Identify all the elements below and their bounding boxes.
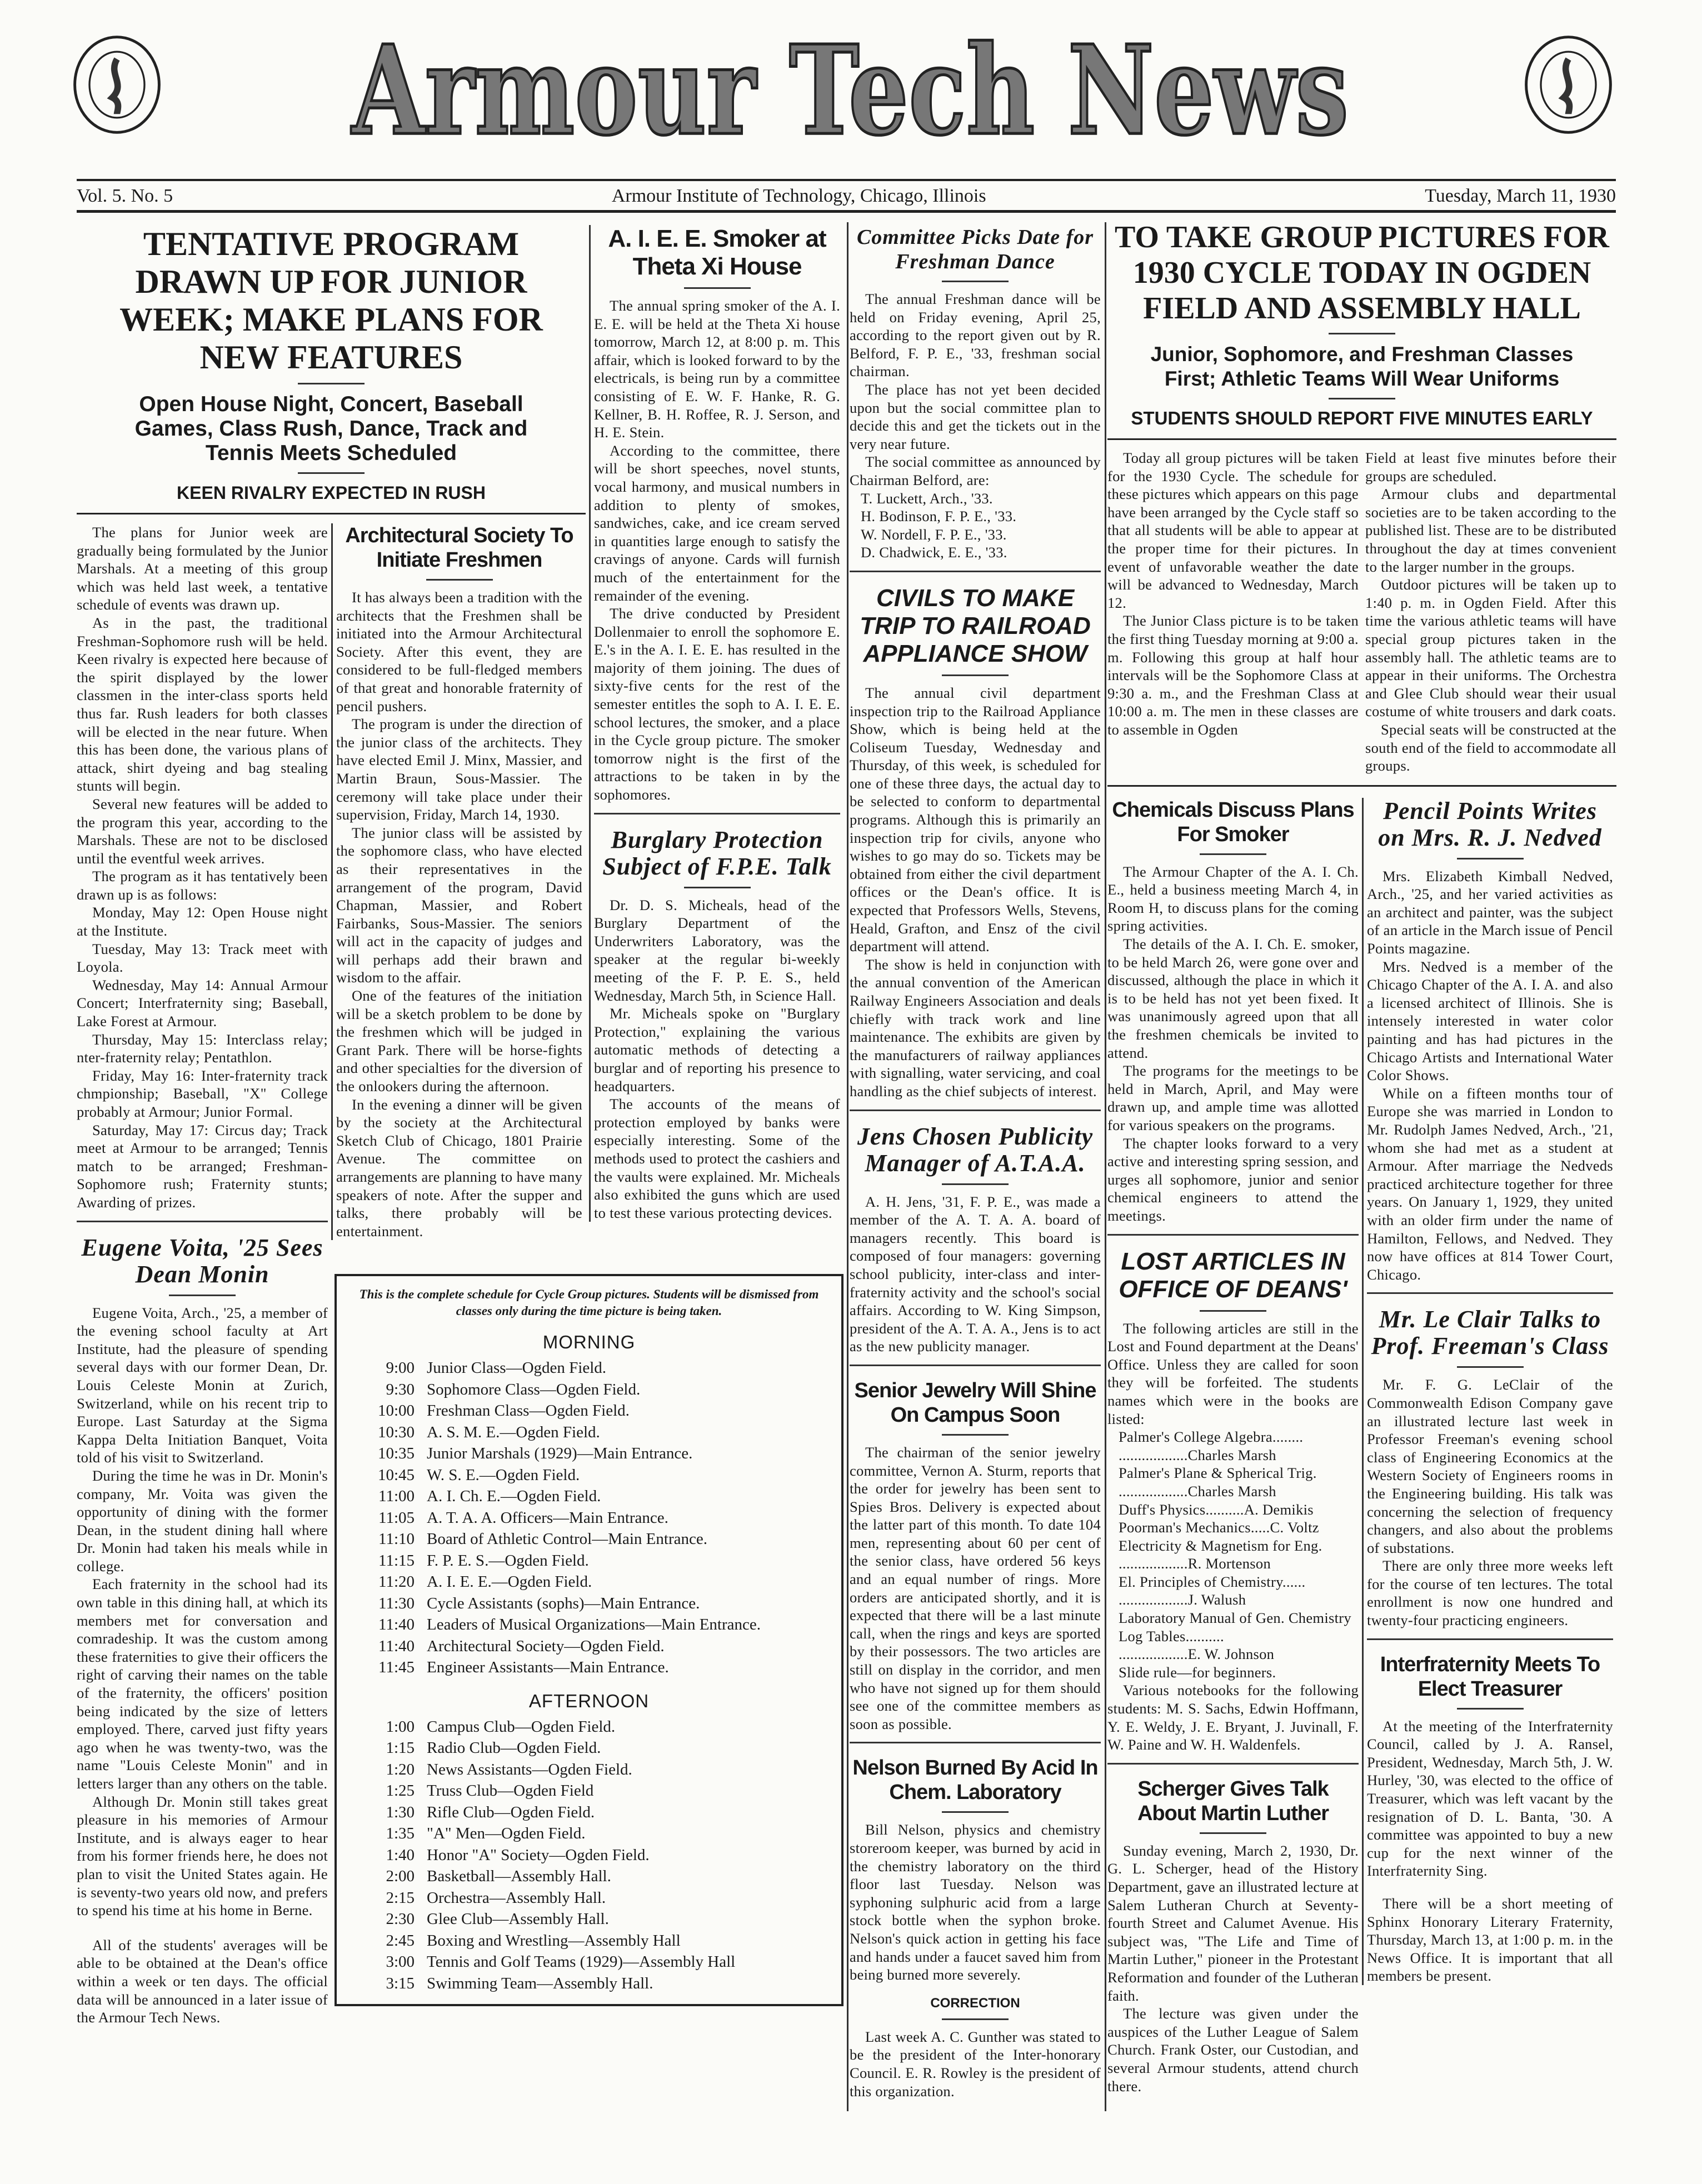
paragraph: At the meeting of the Interfraternity Council, called by J. A. Ransel, President, Wednesday, March 5th, J. W. Hurley, '30, was elected to the office of Treasurer, which was left vacant by the resignation of D. L. Banta, '30. A committee was appointed to buy a new cup for the next winner of the Interfraternity Sing. [1367, 1717, 1613, 1880]
rule [1367, 1638, 1613, 1640]
paragraph: Friday, May 16: Inter-fraternity track chmpionship; Baseball, "X" College probably at Armour; Junior Formal. [77, 1067, 328, 1120]
column-5 [1107, 798, 1359, 2095]
paragraph: Tuesday, May 13: Track meet with Loyola. [77, 940, 328, 976]
right-region [1107, 219, 1616, 2095]
schedule-row [353, 1887, 825, 1909]
headline: Interfraternity Meets To Elect Treasurer [1380, 1652, 1600, 1701]
schedule-group: F. P. E. S.—Ogden Field. [427, 1551, 589, 1570]
rule [426, 579, 493, 581]
schedule-time: 1:35 [386, 1825, 415, 1843]
article-eugene-voita [77, 1235, 328, 1920]
schedule-time: 10:00 [377, 1402, 415, 1420]
schedule-time: 10:30 [377, 1423, 415, 1441]
article-scherger-talk [1107, 1777, 1359, 2095]
article-aiee-smoker [594, 225, 840, 804]
paragraph: The chairman of the senior jewelry committee, Vernon A. Sturm, reports that the order for jewelry has been sent to Spies Bros. Delivery is expected about the latter part of this month. To date 104 men, representing about 60 per cent of the senior class, have ordered 56 keys and an equal number of rings. More orders are anticipated shortly, and it is expected that there will be a last minute call, when the rings and keys are sported by their possessors. The two articles are still on display in the corridor, and men who have not signed up for them should see one of the committee members as soon as possible. [850, 1443, 1101, 1732]
schedule-time: 11:20 [378, 1573, 415, 1591]
paragraph: Mrs. Nedved is a member of the Chicago Chapter of the A. I. A. and also a licensed architect of Illinois. She is intensely interested in water color painting and has had pictures in the Chicago Artists and International Water Color Shows. [1367, 958, 1613, 1084]
list-item: W. Nordell, F. P. E., '33. [861, 526, 1007, 543]
article-leclair-talk [1367, 1306, 1613, 1629]
rule [850, 1110, 1101, 1111]
headline: Mr. Le Clair Talks to Prof. Freeman's Class [1371, 1306, 1609, 1360]
schedule-time: 3:00 [386, 1953, 415, 1971]
schedule-row [353, 1657, 825, 1678]
schedule-time: 2:15 [386, 1888, 415, 1907]
schedule-group: A. I. Ch. E.—Ogden Field. [427, 1487, 601, 1506]
paragraph: Bill Nelson, physics and chemistry storeroom keeper, was burned by acid in the chemistry laboratory on the third floor last Tuesday. Nelson was syphoning sulphuric acid from a large stock bottle when the syphon broke. Nelson's quick action in getting his face and hands under a faucet saved him from being burned more severely. [850, 1821, 1101, 1983]
headline: Burglary Protection Subject of F.P.E. Talk [602, 826, 832, 880]
schedule-row [353, 1593, 825, 1615]
list-item: ..................Charles Marsh [1119, 1446, 1276, 1463]
article-correction [850, 1995, 1101, 2100]
schedule-group: Truss Club—Ogden Field [427, 1782, 594, 1800]
article-nedved [1367, 798, 1613, 1284]
schedule-group: Campus Club—Ogden Field. [427, 1717, 616, 1736]
schedule-time: 1:00 [386, 1717, 415, 1736]
schedule-group: Junior Class—Ogden Field. [427, 1359, 607, 1377]
schedule-group: Radio Club—Ogden Field. [427, 1739, 601, 1757]
list-item: Poorman's Mechanics.....C. Voltz [1119, 1519, 1319, 1536]
schedule-group: A. I. E. E.—Ogden Field. [427, 1573, 592, 1591]
schedule-row [353, 1571, 825, 1593]
schedule-time: 9:00 [386, 1359, 415, 1377]
schedule-group: Sophomore Class—Ogden Field. [427, 1380, 641, 1398]
rule [1107, 785, 1616, 787]
column-3 [589, 225, 840, 1222]
paragraph: The place has not yet been decided upon but the social committee plan to decide this and get the tickets out in the very near future. [850, 381, 1101, 452]
list-item: Palmer's College Algebra........ [1119, 1428, 1304, 1446]
schedule-group: W. S. E.—Ogden Field. [427, 1466, 580, 1484]
schedule-time: 2:30 [386, 1910, 415, 1928]
article-burglary-protection [594, 827, 840, 1222]
rule [684, 887, 751, 888]
schedule-row [353, 1422, 825, 1443]
rule [942, 1183, 1009, 1185]
headline: Nelson Burned By Acid In Chem. Laboratory [852, 1756, 1098, 1805]
schedule-time: 1:40 [386, 1846, 415, 1864]
article-freshman-dance [850, 225, 1101, 562]
paragraph: Although Dr. Monin still takes great pleasure in his memories of Armour Institute, and is always eager to hear from his former friends here, he does not plan to visit the United States again. He is seventy-two years old now, and prefers to spend his time at his home in Berne. [77, 1793, 328, 1919]
schedule-time: 3:15 [386, 1974, 415, 1992]
dateline-rule [77, 210, 1616, 213]
list-item: Duff's Physics..........A. Demikis [1119, 1501, 1314, 1518]
paragraph: The chapter looks forward to a very active and interesting spring session, and urges all sophomore, junior and senior chemical engineers to attend the meetings. [1107, 1135, 1359, 1224]
article-interfraternity [1367, 1652, 1613, 1880]
article-group-pictures-body-b [1365, 449, 1616, 775]
paragraph: Thursday, May 15: Interclass relay; nter-fraternity relay; Pentathlon. [77, 1031, 328, 1066]
rule [1329, 333, 1395, 334]
schedule-time: 9:30 [386, 1380, 415, 1398]
headline: Pencil Points Writes on Mrs. R. J. Nedved [1378, 797, 1602, 851]
paragraph: Dr. D. S. Micheals, head of the Burglary Department of the Underwriters Laboratory, was the speaker at the regular bi-weekly meeting of the F. P. E. S., held Wednesday, March 5th, in Science Hall. [594, 896, 840, 1004]
paragraph: As in the past, the traditional Freshman-Sophomore rush will be held. Keen rivalry is expected here because of the spirit displayed by the lower classmen in the inter-class sports held thus far. Rush leaders for both classes will be elected in the near future. When this has been done, the various plans of attack, shirt dyeing and bag stealing stunts will begin. [77, 614, 328, 794]
list-item: ..................J. Walush [1119, 1591, 1246, 1608]
schedule-morning-list [353, 1357, 825, 1678]
rule [594, 813, 840, 814]
paragraph: The lecture was given under the auspices of the Luther League of Salem Church. Frank Oster, our Custodian, and several Armour students, attend church there. [1107, 2005, 1359, 2095]
paragraph: Each fraternity in the school had its own table in this dining hall, at which its members met for conversation and comradeship. It was the custom among these fraternities to give their officers the right of carving their names on the table of the fraternity, the officers' position being indicated by the size of letters employed. There, carved just fifty years ago when he was twenty-two, was the name "Louis Celeste Monin" and in letters larger than any others on the table. [77, 1576, 328, 1792]
schedule-time: 11:30 [378, 1594, 415, 1612]
cycle-picture-schedule [335, 1274, 843, 2006]
rule [1107, 1234, 1359, 1236]
schedule-row [353, 1614, 825, 1636]
headline: Scherger Gives Talk About Martin Luther [1137, 1777, 1329, 1825]
paragraph: The annual spring smoker of the A. I. E. E. will be held at the Theta Xi house tomorrow, March 12, at 8:00 p. m. This affair, which is looked forward to by the electricals, is being run by a committee consisting of E. W. F. Hanke, R. G. Kellner, B. H. Roffee, R. J. Serson, and H. E. Stein. [594, 297, 840, 441]
headline-junior-week: TENTATIVE PROGRAM DRAWN UP FOR JUNIOR WEEK; MAKE PLANS FOR NEW FEATURES [119, 226, 543, 376]
headline: Senior Jewelry Will Shine On Campus Soon [854, 1378, 1096, 1427]
schedule-group: Board of Athletic Control—Main Entrance. [427, 1530, 707, 1548]
list-item: ..................Charles Marsh [1119, 1482, 1276, 1500]
schedule-row [353, 1486, 825, 1507]
headline: Architectural Society To Initiate Freshmen [345, 524, 573, 572]
subdeck-keen-rivalry: KEEN RIVALRY EXPECTED IN RUSH [177, 483, 486, 503]
rule [942, 1434, 1009, 1436]
article-junior-week-header [77, 225, 586, 514]
list-item: ..................R. Mortenson [1119, 1555, 1271, 1572]
rule [298, 383, 365, 384]
schedule-group: Leaders of Musical Organizations—Main Entrance. [427, 1616, 761, 1634]
paragraph: There will be a short meeting of Sphinx Honorary Literary Fraternity, Thursday, March 13, at 1:00 p. m. in the News Office. It is important that all members be present. [1367, 1895, 1613, 1985]
schedule-row [353, 1357, 825, 1379]
list-item: El. Principles of Chemistry...... [1119, 1573, 1306, 1590]
issue-date: Tuesday, March 11, 1930 [1425, 186, 1616, 206]
paragraph: The junior class will be assisted by the sophomore class, who have elected as their representatives in the arrangement of the program, David Chapman, Massier, and Robert Fairbanks, Sous-Massier. The seniors will act in the capacity of judges and will perhaps add their brawn and wisdom to the affair. [336, 824, 582, 986]
headline: A. I. E. E. Smoker at Theta Xi House [608, 225, 826, 280]
schedule-time: 11:45 [378, 1658, 415, 1677]
schedule-row [353, 1379, 825, 1401]
article-chemicals-smoker [1107, 798, 1359, 1225]
list-item: ..................E. W. Johnson [1119, 1646, 1275, 1663]
institution-name: Armour Institute of Technology, Chicago, Illinois [611, 186, 986, 206]
rule [850, 1365, 1101, 1366]
paragraph: The Armour Chapter of the A. I. Ch. E., held a business meeting March 4, in Room H, to discuss plans for the coming spring activities. [1107, 863, 1359, 934]
rule [1200, 853, 1266, 855]
schedule-row [353, 1823, 825, 1845]
schedule-time: 1:20 [386, 1760, 415, 1778]
schedule-time: 1:25 [386, 1782, 415, 1800]
headline: LOST ARTICLES IN OFFICE OF DEANS' [1119, 1247, 1347, 1303]
rule [1457, 1366, 1524, 1368]
schedule-row [353, 1400, 825, 1422]
list-item: Slide rule—for beginners. [1119, 1663, 1276, 1681]
rule [1329, 398, 1395, 399]
paragraph: The show is held in conjunction with the annual convention of the American Railway Engineers Association and deals chiefly with track work and line maintenance. The exhibits are given by the manufacturers of railway appliances with signalling, water servicing, and coal handling as the chief subjects of interest. [850, 956, 1101, 1100]
paragraph: Outdoor pictures will be taken up to 1:40 p. m. in Ogden Field. After this time the various athletic teams will have special group pictures taken in the assembly hall. The athletic teams are to appear in their uniforms. The Orchestra and Glee Club should wear their usual costume of white trousers and dark coats. [1365, 576, 1616, 720]
headline: Jens Chosen Publicity Manager of A.T.A.A. [857, 1122, 1094, 1177]
schedule-time: 1:15 [386, 1739, 415, 1757]
schedule-group: Engineer Assistants—Main Entrance. [427, 1658, 669, 1677]
paragraph: The Junior Class picture is to be taken the first thing Tuesday morning at 9:00 a. m. Following this group at half hour intervals will be the Sophomore Class at 9:30 a. m., and the Freshman Class at 10:00 a. m. The men in these classes are to assemble in Ogden [1107, 612, 1359, 738]
article-sphinx-meeting [1367, 1895, 1613, 1985]
rule [942, 281, 1009, 282]
schedule-time: 11:05 [378, 1508, 415, 1527]
list-item: D. Chadwick, E. E., '33. [861, 544, 1007, 561]
schedule-row [353, 1759, 825, 1781]
paragraph: Today all group pictures will be taken for the 1930 Cycle. The schedule for these pictures which appears on this page have been arranged by the Cycle staff so that all students will be able to appear at the proper time for their pictures. In event of unfavorable weather the date will be advanced to Wednesday, March 12. [1107, 449, 1359, 611]
schedule-row [353, 1507, 825, 1529]
column-4 [850, 225, 1101, 2100]
paragraph: During the time he was in Dr. Monin's company, Mr. Voita was given the opportunity of dining with the former Dean, in the student dining hall where Dr. Monin had taken his meals while in college. [77, 1467, 328, 1575]
paragraph: According to the committee, there will be short speeches, novel stunts, vocal harmony, and musical numbers in addition to plenty of smokes, sandwiches, cake, and ice cream served in quantities large enough to satisfy the cravings of anyone. Cards will furnish much of the entertainment for the remainder of the evening. [594, 442, 840, 604]
schedule-time: 11:00 [378, 1487, 415, 1506]
schedule-time: 2:45 [386, 1931, 415, 1950]
schedule-group: Orchestra—Assembly Hall. [427, 1888, 606, 1907]
rule [942, 674, 1009, 676]
rule [942, 1811, 1009, 1813]
schedule-row [353, 1443, 825, 1465]
rule [1200, 1832, 1266, 1834]
paragraph: Special seats will be constructed at the south end of the field to accommodate all groups. [1365, 721, 1616, 774]
schedule-group: Boxing and Wrestling—Assembly Hall [427, 1931, 681, 1950]
newspaper-title: Armour Tech News [351, 18, 1349, 163]
schedule-group: Rifle Club—Ogden Field. [427, 1803, 595, 1821]
rule [1457, 858, 1524, 859]
rule [850, 1742, 1101, 1743]
paragraph: Armour clubs and departmental societies are to be taken according to the published list. These are to be distributed throughout the day at times convenient to the larger number in the groups. [1365, 486, 1616, 575]
column-rule [847, 222, 848, 2111]
schedule-row [353, 1845, 825, 1866]
schedule-row [353, 1908, 825, 1930]
schedule-time: 11:10 [378, 1530, 415, 1548]
paragraph: Eugene Voita, Arch., '25, a member of the evening school faculty at Art Institute, had the pleasure of spending several days with our former Dean, Dr. Louis Celeste Monin at Zurich, Switzerland, while on his recent trip to Europe. Last Saturday at the Sigma Kappa Delta Initiation Banquet, Voita told of his visit to Switzerland. [77, 1304, 328, 1466]
headline-group-pictures: TO TAKE GROUP PICTURES FOR 1930 CYCLE TODAY IN OGDEN FIELD AND ASSEMBLY HALL [1115, 220, 1609, 326]
schedule-group: Junior Marshals (1929)—Main Entrance. [427, 1445, 693, 1463]
schedule-time: 10:35 [377, 1445, 415, 1463]
paragraph: The accounts of the means of protection employed by banks were especially interesting. Some of the methods used to protect the cashiers and the vaults were explained. Mr. Micheals also exhibited the guns which are used to test these various protecting devices. [594, 1096, 840, 1221]
column-1 [77, 523, 328, 2027]
left-region [77, 225, 843, 2027]
article-architectural-society [336, 523, 582, 1240]
paragraph: Wednesday, May 14: Annual Armour Concert; Interfraternity sing; Baseball, Lake Forest at Armour. [77, 976, 328, 1030]
article-nelson-burned [850, 1756, 1101, 1983]
paragraph: The programs for the meetings to be held in March, April, and May were drawn up, and ample time was allotted for various speakers on the programs. [1107, 1062, 1359, 1133]
rule [1200, 1310, 1266, 1312]
schedule-group: Cycle Assistants (sophs)—Main Entrance. [427, 1594, 700, 1612]
column-rule [1105, 222, 1106, 2111]
deck-group-pictures: Junior, Sophomore, and Freshman Classes First; Athletic Teams Will Wear Uniforms [1150, 343, 1574, 390]
list-item: Laboratory Manual of Gen. Chemistry Log Tables.......... [1119, 1610, 1351, 1645]
schedule-note: This is the complete schedule for Cycle Group pictures. Students will be dismissed from classes only during the time picture is being taken. [359, 1287, 819, 1318]
column-2 [331, 523, 582, 1240]
paragraph: The program as it has tentatively been drawn up is as follows: [77, 868, 328, 903]
article-senior-jewelry [850, 1378, 1101, 1733]
dateline [77, 183, 1616, 209]
schedule-row [353, 1930, 825, 1952]
deck-junior-week: Open House Night, Concert, Baseball Games, Class Rush, Dance, Track and Tennis Meets Scheduled [134, 392, 528, 465]
paragraph: In the evening a dinner will be given by the society at the Architectural Sketch Club of Chicago, 1801 Prairie Avenue. The committee on arrangements are planning to have many speakers of note. After the supper and talks, there probably will be entertainment. [336, 1096, 582, 1240]
schedule-row [353, 1716, 825, 1738]
article-group-pictures-body-a [1107, 449, 1359, 739]
paragraph: The program is under the direction of the junior class of the architects. They have elected Emil J. Minx, Massier, and Martin Braun, Sous-Massier. The ceremony will take place under their supervision, Friday, March 14, 1930. [336, 716, 582, 823]
schedule-group: News Assistants—Ogden Field. [427, 1760, 632, 1778]
paragraph: Various notebooks for the following students: M. S. Sachs, Edwin Hoffmann, Y. E. Weldy, J. E. Bryant, J. Juvinall, F. W. Paine and W. H. Waldenfels. [1107, 1682, 1359, 1753]
schedule-group: Glee Club—Assembly Hall. [427, 1910, 609, 1928]
article-lost-articles [1107, 1248, 1359, 1754]
institute-seal-left [71, 33, 163, 136]
paragraph: The plans for Junior week are gradually being formulated by the Junior Marshals. At a meeting of this group which was held last week, a tentative schedule of events was drawn up. [77, 524, 328, 613]
schedule-afternoon-list [353, 1716, 825, 1995]
schedule-group: Swimming Team—Assembly Hall. [427, 1974, 653, 1992]
schedule-row [353, 1802, 825, 1823]
paragraph: One of the features of the initiation will be a sketch problem to be done by the freshmen which will be judged in Grant Park. There will be horse-fights and other specialties for the diversion of the onlookers during the afternoon. [336, 987, 582, 1095]
schedule-time: 2:00 [386, 1867, 415, 1886]
schedule-group: Freshman Class—Ogden Field. [427, 1402, 630, 1420]
column-6 [1362, 798, 1613, 1985]
paragraph: The annual civil department inspection trip to the Railroad Appliance Show, which is being held at the Coliseum Tuesday, Wednesday and Thursday, of this week, is scheduled for one of these three days, the actual day to be selected to conform to departmental programs. Although this is primarily an inspection trip for civils, anyone who wishes to go may do so. Tickets may be obtained from either the civil department offices or the Dean's office. It is expected that Professors Wells, Stevens, Heald, Grafton, and Ensz of the civil department will attend. [850, 684, 1101, 955]
paragraph: Mr. F. G. LeClair of the Commonwealth Edison Company gave an illustrated lecture last week in Professor Freeman's evening school class of Engineering Economics at the Western Society of Engineers rooms in the Engineering building. His talk was concerning the selection of frequency changers, and also about the problems of substations. [1367, 1376, 1613, 1556]
paragraph: Last week A. C. Gunther was stated to be the president of the Inter-honorary Council. E. R. Rowley is the president of this organization. [850, 2028, 1101, 2100]
paragraph: Sunday evening, March 2, 1930, Dr. G. L. Scherger, head of the History Department, gave an illustrated lecture at Salem Lutheran Church at Seventy-fourth Street and Calumet Avenue. His subject was, "The Life and Time of Martin Luther," pioneer in the Protestant Reformation and founder of the Lutheran faith. [1107, 1842, 1359, 2004]
paragraph: The drive conducted by President Dollenmaier to enroll the sophomore E. E.'s in the A. I. E. E. has resulted in the majority of them joining. The dues of sixty-five cents for the rest of the semester entitles the soph to A. I. E. E. school lectures, the smoker, and a place in the Cycle group picture. The smoker tomorrow night is the first of the attractions to be taken in by the sophomores. [594, 605, 840, 803]
paragraph: All of the students' averages will be able to be obtained at the Dean's office within a week or ten days. The official data will be announced in a later issue of the Armour Tech News. [77, 1936, 328, 2026]
paragraph: Mr. Micheals spoke on "Burglary Protection," explaining the various automatic methods of detecting a burglar and of reporting his presence to headquarters. [594, 1005, 840, 1095]
schedule-group: A. T. A. A. Officers—Main Entrance. [427, 1508, 668, 1527]
paragraph: There are only three more weeks left for the course of ten lectures. The total enrollment is now one hundred and twenty-four practicing engineers. [1367, 1557, 1613, 1629]
schedule-afternoon-heading: AFTERNOON [528, 1690, 650, 1711]
article-civils-trip [850, 584, 1101, 1101]
schedule-time: 10:45 [377, 1466, 415, 1484]
masthead-rule [77, 179, 1616, 181]
schedule-group: Tennis and Golf Teams (1929)—Assembly Hall [427, 1953, 736, 1971]
rule [1457, 1708, 1524, 1710]
schedule-row [353, 1973, 825, 1995]
subdeck-report-early: STUDENTS SHOULD REPORT FIVE MINUTES EARLY [1131, 408, 1593, 428]
rule [942, 2018, 1009, 2020]
schedule-group: A. S. M. E.—Ogden Field. [427, 1423, 600, 1441]
paragraph: A. H. Jens, '31, F. P. E., was made a member of the A. T. A. A. board of managers recently. This board is composed of four managers: governing school publicity, inter-class and inter-fraternity activity and the school's social affairs. According to W. King Simpson, president of the A. T. A. A., Jens is to act as the new publicity manager. [850, 1193, 1101, 1355]
schedule-row [353, 1737, 825, 1759]
paragraph: Saturday, May 17: Circus day; Track meet at Armour to be arranged; Tennis match to be arranged; Freshman-Sophomore rush; Fraternity stunts; Awarding of prizes. [77, 1121, 328, 1211]
paragraph: Several new features will be added to the program this year, according to the Marshals. These are not to be disclosed until the eventful week arrives. [77, 795, 328, 867]
rule [298, 472, 365, 474]
paragraph: The details of the A. I. Ch. E. smoker, to be held March 26, were gone over and discussed, although the place in which it is to be held has not yet been fixed. It was unanimously agreed upon that all the freshmen chemicals be invited to attend. [1107, 936, 1359, 1061]
article-student-averages [77, 1936, 328, 2027]
rule [77, 1221, 328, 1222]
article-jens-publicity [850, 1123, 1101, 1356]
schedule-row [353, 1550, 825, 1572]
rule [169, 1295, 236, 1296]
schedule-time: 11:40 [378, 1637, 415, 1655]
headline: Committee Picks Date for Freshman Dance [856, 226, 1094, 273]
article-junior-week [77, 523, 328, 1212]
paragraph: The annual Freshman dance will be held on Friday evening, April 25, according to the report given out by R. Belford, F. P. E., '33, freshman social chairman. [850, 291, 1101, 380]
institute-seal-right [1523, 33, 1614, 136]
schedule-row [353, 1465, 825, 1486]
schedule-row [353, 1780, 825, 1802]
paragraph: Field at least five minutes before their groups are scheduled. [1365, 449, 1616, 484]
paragraph: The following articles are still in the Lost and Found department at the Deans' Office. Unless they are called for soon they will be forfeited. The students names which were in the books are listed: [1107, 1320, 1359, 1427]
paragraph: It has always been a tradition with the architects that the Freshmen shall be initiated into the Armour Architectural Society. After this event, they are considered to be full-fledged members of that great and honorable fraternity of pencil pushers. [336, 589, 582, 714]
list-item: Palmer's Plane & Spherical Trig. [1119, 1465, 1317, 1482]
schedule-row [353, 1636, 825, 1657]
schedule-time: 11:15 [378, 1551, 415, 1570]
schedule-group: Architectural Society—Ogden Field. [427, 1637, 665, 1655]
schedule-morning-heading: MORNING [542, 1332, 636, 1353]
schedule-time: 11:40 [378, 1616, 415, 1634]
headline: Eugene Voita, '25 Sees Dean Monin [81, 1233, 323, 1288]
headline: CORRECTION [930, 1995, 1020, 2011]
schedule-group: "A" Men—Ogden Field. [427, 1825, 586, 1843]
headline: CIVILS TO MAKE TRIP TO RAILROAD APPLIANCE SHOW [860, 584, 1091, 667]
article-group-pictures-header [1107, 219, 1616, 440]
list-item: H. Bodinson, F. P. E., '33. [861, 508, 1017, 525]
schedule-group: Honor "A" Society—Ogden Field. [427, 1846, 650, 1864]
schedule-group: Basketball—Assembly Hall. [427, 1867, 611, 1886]
list-item: Electricity & Magnetism for Eng. [1119, 1537, 1322, 1554]
rule [1107, 1763, 1359, 1765]
rule [1367, 1292, 1613, 1294]
paragraph: The social committee as announced by Chairman Belford, are: [850, 453, 1101, 488]
paragraph: Monday, May 12: Open House night at the Institute. [77, 904, 328, 939]
headline: Chemicals Discuss Plans For Smoker [1112, 798, 1354, 846]
schedule-row [353, 1528, 825, 1550]
volume-number: Vol. 5. No. 5 [77, 186, 173, 206]
schedule-row [353, 1866, 825, 1887]
paragraph: While on a fifteen months tour of Europe she was married in London to Mr. Rudolph James Nedved, Arch., '21, whom she had met as a student at Armour. After marriage the Nedveds practiced architecture together for three years. On January 1, 1929, they united with an older firm under the name of Hamilton, Fellows, and Nedved. They now have offices at 814 Tower Court, Chicago. [1367, 1084, 1613, 1283]
paragraph: Mrs. Elizabeth Kimball Nedved, Arch., '25, and her varied activities as an architect and painter, was the subject of an article in the March issue of Pencil Points magazine. [1367, 867, 1613, 957]
schedule-time: 1:30 [386, 1803, 415, 1821]
rule [850, 571, 1101, 572]
rule [684, 287, 751, 289]
schedule-row [353, 1951, 825, 1973]
list-item: T. Luckett, Arch., '33. [861, 489, 993, 507]
